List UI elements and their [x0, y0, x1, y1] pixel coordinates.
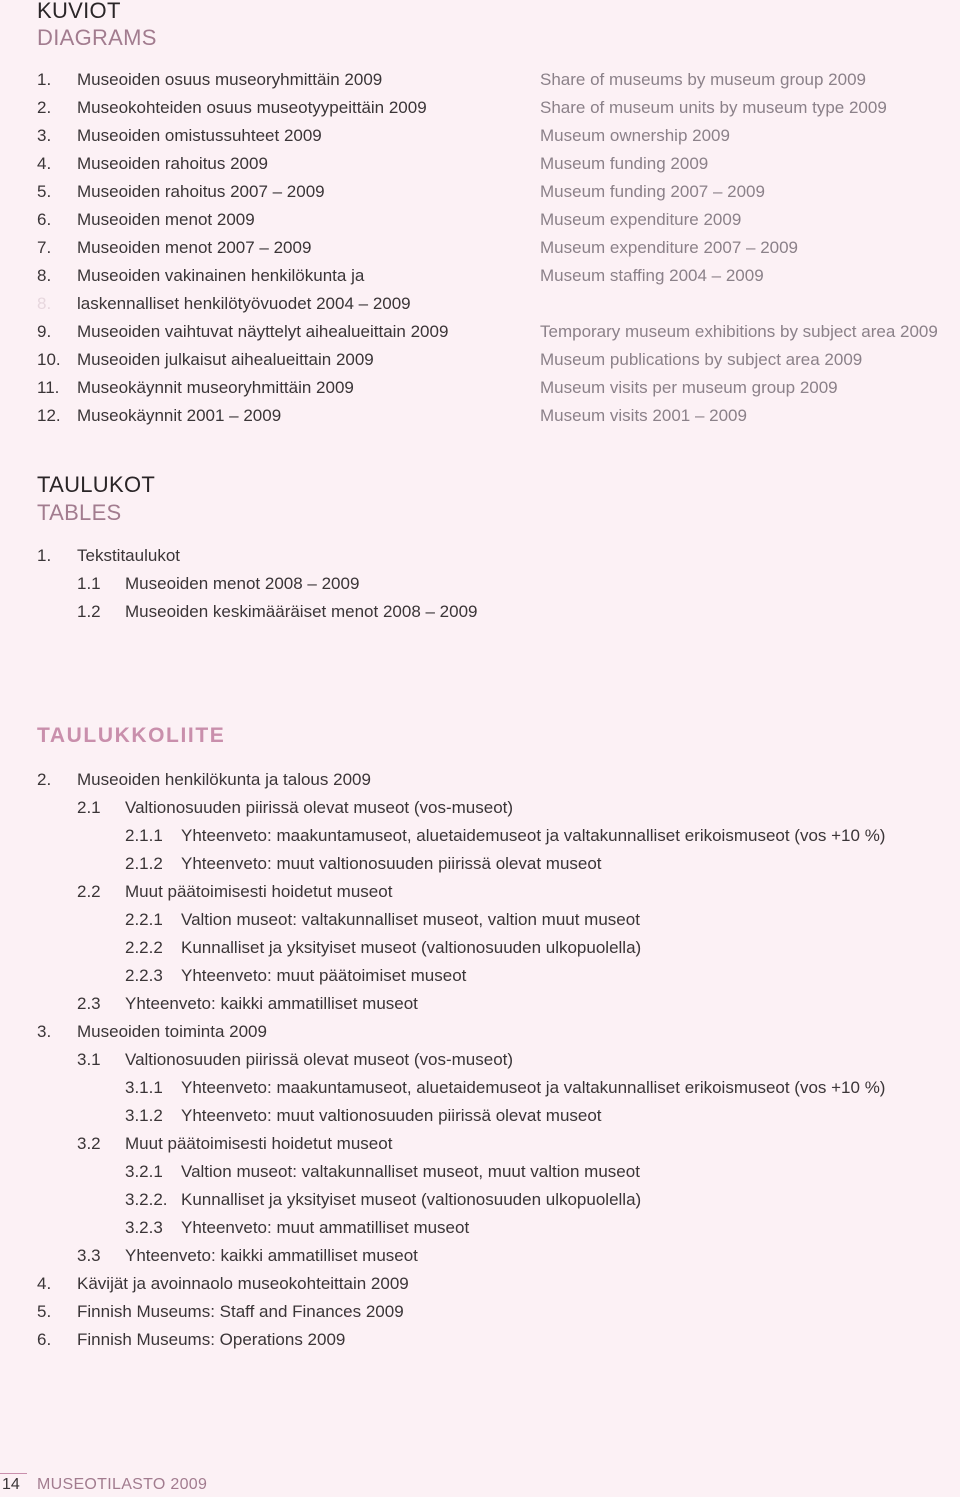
item-number: 2.3	[77, 994, 101, 1013]
item-title: Finnish Museums: Staff and Finances 2009	[77, 1302, 404, 1321]
item-title-fi: Museoiden menot 2009	[77, 210, 255, 229]
item-number: 2.	[37, 98, 52, 117]
item-number: 7.	[37, 238, 52, 257]
item-title-en: Museum ownership 2009	[540, 126, 730, 145]
item-title-fi: Museoiden osuus museoryhmittäin 2009	[77, 70, 383, 89]
item-title: Kunnalliset ja yksityiset museot (valtionosuuden ulkopuolella)	[181, 1190, 642, 1209]
item-title-en: Museum funding 2009	[540, 154, 709, 173]
item-title-en: Museum visits 2001 – 2009	[540, 406, 747, 425]
item-title: Yhteenveto: kaikki ammatilliset museot	[125, 1246, 418, 1265]
page-footer	[0, 1473, 960, 1497]
item-title: Museoiden keskimääräiset menot 2008 – 2009	[125, 602, 478, 621]
item-number: 5.	[37, 1302, 52, 1321]
item-number: 3.1	[77, 1050, 101, 1069]
item-number: 2.1	[77, 798, 101, 817]
item-number: 6.	[37, 210, 52, 229]
footer-divider	[0, 1473, 27, 1474]
item-title: Finnish Museums: Operations 2009	[77, 1330, 346, 1349]
item-number: 2.2.2	[125, 938, 163, 957]
item-title-fi: Museoiden rahoitus 2009	[77, 154, 268, 173]
tables-heading-fi: TAULUKOT	[37, 472, 156, 497]
item-number: 3.3	[77, 1246, 101, 1265]
item-title: Valtionosuuden piirissä olevat museot (vos-museot)	[125, 798, 514, 817]
item-number: 2.1.2	[125, 854, 163, 873]
item-title-en: Museum staffing 2004 – 2009	[540, 266, 764, 285]
item-title-fi: Museoiden menot 2007 – 2009	[77, 238, 312, 257]
item-title: Yhteenveto: muut valtionosuuden piirissä olevat museot	[181, 1106, 602, 1125]
item-number: 3.2.2.	[125, 1190, 168, 1209]
item-title-en: Share of museum units by museum type 2009	[540, 98, 887, 117]
item-title-fi: Museokäynnit museoryhmittäin 2009	[77, 378, 354, 397]
item-number: 3.2	[77, 1134, 101, 1153]
item-number: 12.	[37, 406, 61, 425]
item-number: 5.	[37, 182, 52, 201]
item-title-fi: Museokohteiden osuus museotyypeittäin 2009	[77, 98, 427, 117]
item-number: 2.2	[77, 882, 101, 901]
item-title-fi: Museoiden julkaisut aihealueittain 2009	[77, 350, 374, 369]
item-title: Yhteenveto: kaikki ammatilliset museot	[125, 994, 418, 1013]
item-number: 2.2.1	[125, 910, 163, 929]
item-number: 1.1	[77, 574, 101, 593]
item-number: 2.1.1	[125, 826, 163, 845]
item-number: 1.2	[77, 602, 101, 621]
publication-title: MUSEOTILASTO 2009	[37, 1476, 208, 1493]
item-title-fi: Museoiden vakinainen henkilökunta ja	[77, 266, 365, 285]
item-number: 3.	[37, 126, 52, 145]
item-number: 3.	[37, 1022, 52, 1041]
item-title-en: Museum expenditure 2009	[540, 210, 742, 229]
appendix-heading: TAULUKKOLIITE	[37, 724, 226, 747]
diagrams-heading-en: DIAGRAMS	[37, 25, 157, 50]
item-title-fi: laskennalliset henkilötyövuodet 2004 – 2009	[77, 294, 411, 313]
item-number: 3.2.3	[125, 1218, 163, 1237]
item-number: 2.2.3	[125, 966, 163, 985]
item-number: 3.2.1	[125, 1162, 163, 1181]
item-title: Kunnalliset ja yksityiset museot (valtionosuuden ulkopuolella)	[181, 938, 642, 957]
item-title: Valtion museot: valtakunnalliset museot, muut valtion museot	[181, 1162, 640, 1181]
tables-heading-en: TABLES	[37, 500, 122, 525]
item-number: 3.1.1	[125, 1078, 163, 1097]
item-title: Yhteenveto: maakuntamuseot, aluetaidemuseot ja valtakunnalliset erikoismuseot (vos +10 %)	[181, 1078, 886, 1097]
item-number: 9.	[37, 322, 52, 341]
item-title: Yhteenveto: muut ammatilliset museot	[181, 1218, 470, 1237]
item-number: 2.	[37, 770, 52, 789]
item-title-en: Museum expenditure 2007 – 2009	[540, 238, 799, 257]
item-title: Kävijät ja avoinnaolo museokohteittain 2009	[77, 1274, 409, 1293]
item-number: 11.	[37, 378, 60, 397]
item-title-en: Museum funding 2007 – 2009	[540, 182, 765, 201]
item-number: 1.	[37, 546, 52, 565]
item-number: 4.	[37, 1274, 52, 1293]
diagrams-heading-fi: KUVIOT	[37, 0, 121, 23]
item-number: 1.	[37, 70, 52, 89]
item-title-fi: Museokäynnit 2001 – 2009	[77, 406, 282, 425]
item-title-en: Museum visits per museum group 2009	[540, 378, 838, 397]
item-number: 6.	[37, 1330, 52, 1349]
item-number: 8.	[37, 294, 52, 313]
page-number: 14	[2, 1476, 20, 1493]
item-title-fi: Museoiden rahoitus 2007 – 2009	[77, 182, 325, 201]
item-number: 4.	[37, 154, 52, 173]
item-title: Tekstitaulukot	[77, 546, 180, 565]
item-title: Muut päätoimisesti hoidetut museot	[125, 882, 393, 901]
item-title: Museoiden toiminta 2009	[77, 1022, 267, 1041]
item-title: Muut päätoimisesti hoidetut museot	[125, 1134, 393, 1153]
item-title: Museoiden henkilökunta ja talous 2009	[77, 770, 371, 789]
item-number: 3.1.2	[125, 1106, 163, 1125]
item-title: Yhteenveto: muut päätoimiset museot	[181, 966, 467, 985]
item-title: Valtionosuuden piirissä olevat museot (vos-museot)	[125, 1050, 514, 1069]
item-title: Museoiden menot 2008 – 2009	[125, 574, 360, 593]
item-title-en: Temporary museum exhibitions by subject area 2009	[540, 322, 938, 341]
item-title: Valtion museot: valtakunnalliset museot, valtion muut museot	[181, 910, 640, 929]
item-number: 8.	[37, 266, 52, 285]
item-number: 10.	[37, 350, 61, 369]
item-title-en: Share of museums by museum group 2009	[540, 70, 867, 89]
item-title: Yhteenveto: muut valtionosuuden piirissä olevat museot	[181, 854, 602, 873]
item-title-fi: Museoiden vaihtuvat näyttelyt aihealueittain 2009	[77, 322, 449, 341]
item-title: Yhteenveto: maakuntamuseot, aluetaidemuseot ja valtakunnalliset erikoismuseot (vos +10 %)	[181, 826, 886, 845]
item-title-en: Museum publications by subject area 2009	[540, 350, 863, 369]
item-title-fi: Museoiden omistussuhteet 2009	[77, 126, 322, 145]
